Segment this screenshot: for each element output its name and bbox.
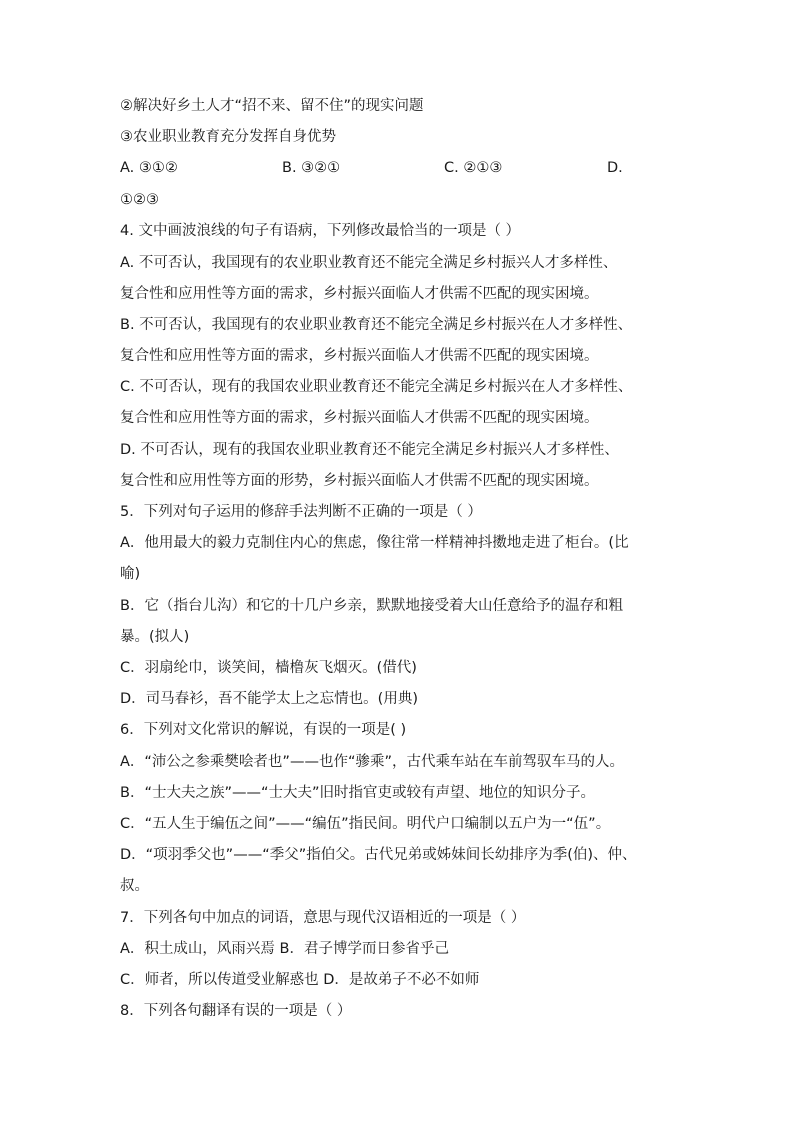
q4-option-d-line1: D. 不可否认，现有的我国农业职业教育还不能完全满足乡村振兴人才多样性、	[120, 442, 619, 458]
q5-option-b-line1: B．它（指台儿沟）和它的十几户乡亲，默默地接受着大山任意给予的温存和粗	[120, 598, 623, 614]
q3-option-c: C. ②①③	[444, 160, 503, 176]
q4-option-c-line1: C. 不可否认，现有的我国农业职业教育还不能完全满足乡村振兴在人才多样性、	[120, 379, 633, 395]
q4-stem: 4. 文中画波浪线的句子有语病，下列修改最恰当的一项是（ ）	[120, 223, 521, 239]
q4-option-b-line1: B. 不可否认，我国现有的农业职业教育还不能完全满足乡村振兴在人才多样性、	[120, 317, 633, 333]
q3-option-d-value: ①②③	[120, 192, 159, 208]
q6-option-c: C．“五人生于编伍之间”——“编伍”指民间。明代户口编制以五户为一“伍”。	[120, 816, 611, 832]
q8-stem: 8．下列各句翻译有误的一项是（ ）	[120, 1003, 352, 1019]
q3-option-b: B. ③②①	[282, 160, 341, 176]
q6-stem: 6．下列对文化常识的解说，有误的一项是( )	[120, 722, 407, 738]
q3-option-d-label: D.	[607, 160, 623, 176]
q4-option-d-line2: 复合性和应用性等方面的形势，乡村振兴面临人才供需不匹配的现实困境。	[120, 473, 599, 489]
q6-option-b: B．“士大夫之族”——“士大夫”旧时指官吏或较有声望、地位的知识分子。	[120, 785, 595, 801]
q6-option-d-line1: D．“项羽季父也”——“季父”指伯父。古代兄弟或姊妹间长幼排序为季(伯)、仲、	[120, 847, 637, 863]
q4-option-a-line1: A. 不可否认，我国现有的农业职业教育还不能完全满足乡村振兴人才多样性、	[120, 255, 618, 271]
q3-item-2: ②解决好乡土人才“招不来、留不住”的现实问题	[120, 98, 424, 114]
q5-option-d: D．司马春衫，吾不能学太上之忘情也。(用典)	[120, 691, 418, 707]
q5-option-a-line2: 喻)	[120, 566, 141, 582]
q5-option-b-line2: 暴。(拟人)	[120, 629, 190, 645]
q7-options-cd: C．师者，所以传道受业解惑也 D．是故弟子不必不如师	[120, 972, 480, 988]
q5-option-a-line1: A．他用最大的毅力克制住内心的焦虑，像往常一样精神抖擞地走进了柜台。(比	[120, 535, 629, 551]
q5-stem: 5．下列对句子运用的修辞手法判断不正确的一项是（ ）	[120, 504, 482, 520]
q7-options-ab: A．积土成山，风雨兴焉 B．君子博学而日参省乎己	[120, 941, 449, 957]
q6-option-a: A．“沛公之参乘樊哙者也”——也作“骖乘”，古代乘车站在车前驾驭车马的人。	[120, 754, 624, 770]
q4-option-c-line2: 复合性和应用性等方面的需求，乡村振兴面临人才供需不匹配的现实困境。	[120, 410, 599, 426]
q7-stem: 7．下列各句中加点的词语，意思与现代汉语相近的一项是（ ）	[120, 910, 526, 926]
q4-option-b-line2: 复合性和应用性等方面的需求，乡村振兴面临人才供需不匹配的现实困境。	[120, 348, 599, 364]
q4-option-a-line2: 复合性和应用性等方面的需求，乡村振兴面临人才供需不匹配的现实困境。	[120, 286, 599, 302]
q5-option-c: C．羽扇纶巾，谈笑间，樯橹灰飞烟灭。(借代)	[120, 660, 417, 676]
q3-option-a: A. ③①②	[120, 160, 178, 176]
q6-option-d-line2: 叔。	[120, 878, 149, 894]
q3-item-3: ③农业职业教育充分发挥自身优势	[120, 129, 336, 145]
